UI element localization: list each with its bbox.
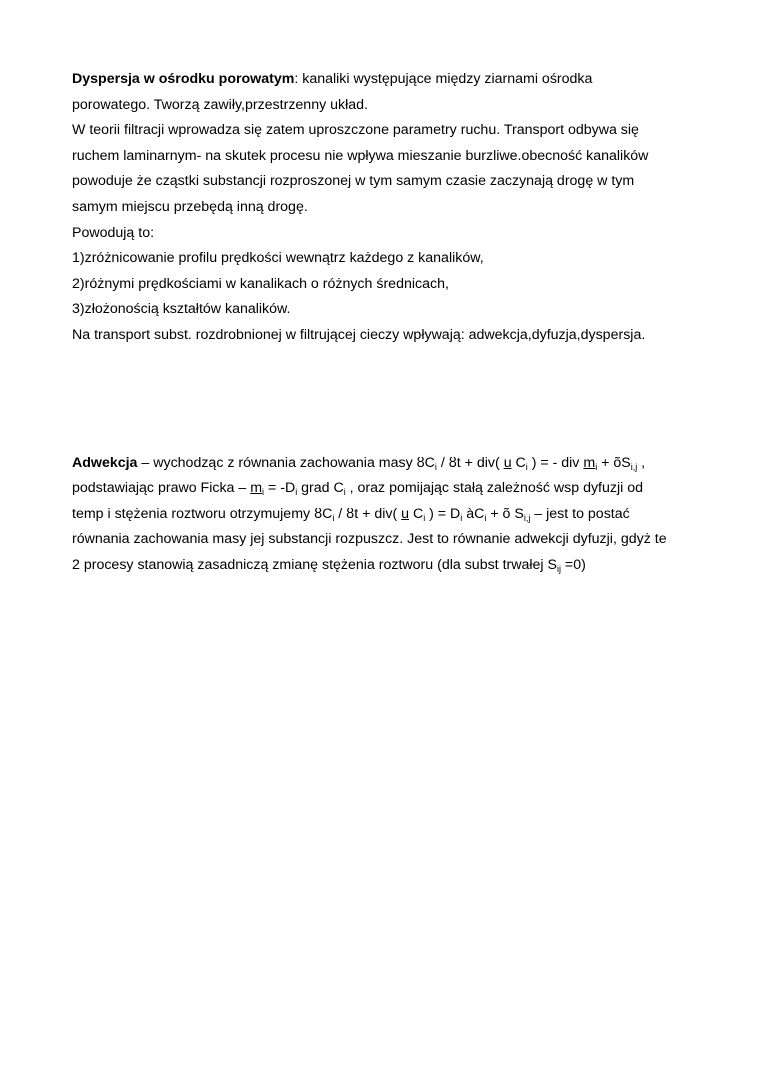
text-span: C: [424, 454, 435, 471]
list-item: 1)zróżnicowanie profilu prędkości wewnątrz każdego z kanalików,: [72, 250, 484, 267]
subscript: i,j: [630, 461, 638, 472]
text-span: : kanaliki występujące między ziarnami ośrodka: [294, 71, 593, 87]
vector-symbol: u: [503, 454, 512, 471]
document-body: [72, 67, 700, 579]
subscript: i: [595, 461, 598, 472]
section-heading-dyspersja: Dyspersja w ośrodku porowatym: [72, 71, 295, 87]
subscript: i,j: [523, 512, 531, 523]
paragraph-line: Powodują to:: [72, 224, 155, 241]
vector-symbol: m: [250, 480, 263, 497]
subscript: i: [525, 461, 528, 472]
vector-symbol: m: [583, 454, 596, 471]
subscript: i: [423, 512, 426, 523]
text-span: – jest to postać: [530, 505, 630, 522]
paragraph-line: [72, 502, 700, 528]
text-span: podstawiając prawo Ficka –: [72, 480, 251, 497]
paragraph-line: Na transport subst. rozdrobnionej w filtrującej cieczy wpływają: adwekcja,dyfuzja,dyspersja.: [72, 326, 646, 343]
paragraph-line: powoduje że cząstki substancji rozproszonej w tym samym czasie zaczynają drogę w tym: [72, 173, 635, 190]
text-span: ,: [637, 454, 646, 471]
text-span: , oraz pomijając stałą zależność wsp dyfuzji od: [345, 480, 644, 497]
text-span: S: [621, 454, 631, 471]
text-span: C: [511, 454, 526, 471]
section-gap: [72, 349, 700, 400]
text-span: t + div(: [354, 505, 402, 522]
text-span: t + div(: [456, 454, 504, 471]
text-span: 2 procesy stanowią zasadniczą zmianę stężenia roztworu (dla subst trwałej S: [72, 556, 557, 573]
partial-symbol: ȣ: [416, 454, 425, 471]
section-gap: [72, 400, 700, 451]
text-span: temp i stężenia roztworu otrzymujemy: [72, 505, 315, 522]
paragraph-line: samym miejscu przebędą inną drogę.: [72, 198, 308, 215]
section-heading-adwekcja: Adwekcja: [72, 454, 138, 471]
subscript: ij: [556, 563, 561, 574]
subscript: i: [343, 487, 346, 498]
paragraph-line: [72, 553, 700, 579]
text-span: =0): [560, 556, 586, 573]
text-span: ) = - div: [527, 454, 584, 471]
subscript: i: [484, 512, 487, 523]
partial-symbol: ȣ: [314, 505, 323, 522]
subscript: i: [460, 512, 463, 523]
paragraph-line: porowatego. Tworzą zawiły,przestrzenny układ.: [72, 96, 368, 113]
text-span: /: [334, 505, 347, 522]
paragraph-line: [72, 67, 700, 93]
text-span: +: [597, 454, 614, 471]
paragraph-line: [72, 451, 700, 477]
text-span: grad C: [297, 480, 344, 497]
list-item: 3)złożonością kształtów kanalików.: [72, 301, 291, 318]
sigma-symbol: õ: [613, 454, 622, 471]
partial-symbol: ȣ: [346, 505, 355, 522]
text-span: àC: [462, 505, 485, 522]
paragraph-line: ruchem laminarnym- na skutek procesu nie wpływa mieszanie burzliwe.obecność kanalików: [72, 147, 649, 164]
text-span: = -D: [264, 480, 296, 497]
paragraph-line: W teorii filtracji wprowadza się zatem uproszczone parametry ruchu. Transport odbywa się: [72, 122, 639, 139]
paragraph-line: równania zachowania masy jej substancji rozpuszcz. Jest to równanie adwekcji dyfuzji, gdyż te: [72, 531, 667, 548]
text-span: +: [486, 505, 503, 522]
vector-symbol: u: [401, 505, 410, 522]
paragraph-line: [72, 476, 700, 502]
text-span: S: [510, 505, 524, 522]
list-item: 2)różnymi prędkościami w kanalikach o różnych średnicach,: [72, 275, 449, 292]
subscript: i: [295, 487, 298, 498]
subscript: i: [434, 461, 437, 472]
text-span: /: [436, 454, 449, 471]
partial-symbol: ȣ: [448, 454, 457, 471]
text-span: – wychodząc z równania zachowania masy: [137, 454, 417, 471]
text-span: C: [409, 505, 424, 522]
text-span: ) = D: [425, 505, 461, 522]
text-span: C: [322, 505, 333, 522]
subscript: i: [332, 512, 335, 523]
sigma-symbol: õ: [502, 505, 511, 522]
subscript: i: [262, 487, 265, 498]
